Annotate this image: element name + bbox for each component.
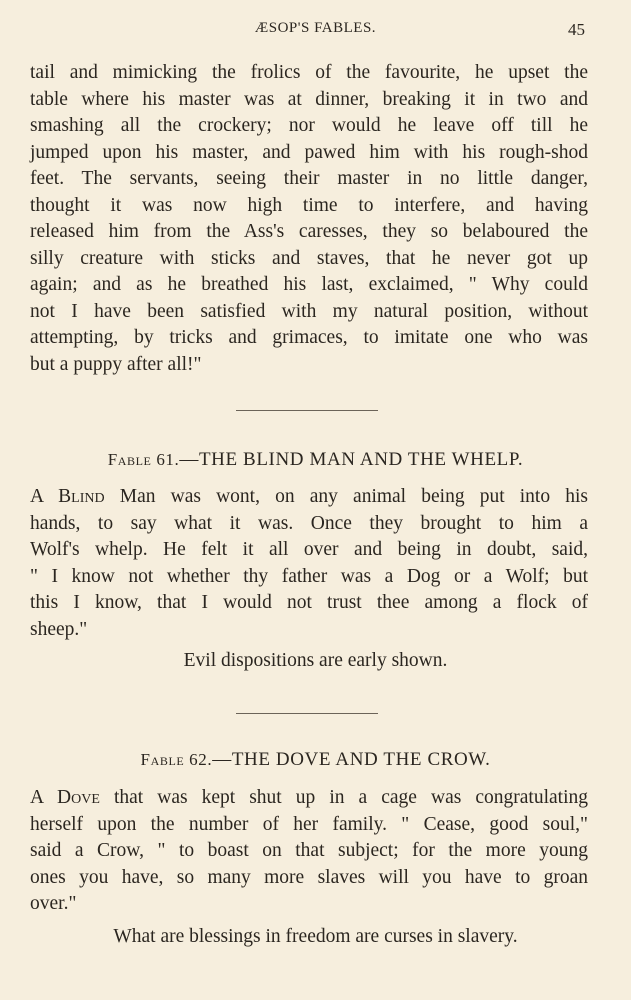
text-line — [30, 484, 588, 511]
text-line: " I know not whether thy father was a Dog or a Wolf; but — [30, 565, 588, 587]
running-head — [0, 20, 631, 44]
fable-62-title: —THE DOVE AND THE CROW. — [212, 749, 491, 770]
continuation-paragraph — [30, 60, 588, 378]
text-line: sheep." — [30, 618, 88, 640]
text-line: over." — [30, 893, 77, 914]
running-title: ÆSOP'S FABLES. — [254, 20, 377, 36]
section-divider — [236, 410, 378, 411]
text-line: released him from the Ass's caresses, they so belaboured the — [30, 221, 588, 242]
fable-61-line-1: Man was wont, on any animal being put into his — [104, 486, 588, 507]
fable-61-moral: Evil dispositions are early shown. — [183, 650, 448, 671]
text-line — [30, 785, 588, 812]
text-line: hands, to say what it was. Once they brought to him a — [30, 512, 588, 534]
text-line: smashing all the crockery; nor would he leave off till he — [30, 115, 588, 136]
text-line: but a puppy after all!" — [30, 353, 202, 375]
text-line: said a Crow, " to boast on that subject; for the more young — [30, 840, 588, 861]
text-line: silly creature with sticks and staves, that he never got up — [30, 247, 588, 269]
fable-62-heading — [0, 749, 631, 771]
text-line: table where his master was at dinner, breaking it in two and — [30, 88, 588, 110]
text-line: this I know, that I would not trust thee among a flock of — [30, 592, 588, 613]
fable-62-first-words: A Dove — [30, 787, 100, 808]
text-line: Wolf's whelp. He felt it all over and being in doubt, said, — [30, 539, 588, 560]
page-number: 45 — [568, 20, 585, 39]
section-divider — [236, 713, 378, 714]
fable-61-label: Fable 61. — [107, 450, 180, 469]
fable-61-paragraph — [30, 484, 588, 643]
text-line: attempting, by tricks and grimaces, to imitate one who was — [30, 327, 588, 348]
fable-61-first-words: A Blind — [30, 486, 105, 507]
text-line: feet. The servants, seeing their master in no little danger, — [30, 168, 588, 189]
fable-62-label: Fable 62. — [140, 750, 213, 769]
text-line: not I have been satisfied with my natural position, without — [30, 300, 588, 322]
text-line: ones you have, so many more slaves will you have to groan — [30, 866, 588, 888]
fable-62-line-1: that was kept shut up in a cage was congratulating — [99, 787, 588, 808]
fable-62-paragraph — [30, 785, 588, 918]
text-line: jumped upon his master, and pawed him with his rough-shod — [30, 141, 588, 163]
fable-62-moral: What are blessings in freedom are curses in slavery. — [113, 926, 518, 947]
text-line: thought it was now high time to interfere, and having — [30, 194, 588, 216]
text-line: herself upon the number of her family. " Cease, good soul," — [30, 813, 588, 835]
fable-61-title: —THE BLIND MAN AND THE WHELP. — [179, 449, 524, 470]
fable-61-heading — [0, 449, 631, 471]
text-line: again; and as he breathed his last, exclaimed, " Why could — [30, 274, 588, 295]
text-line: tail and mimicking the frolics of the favourite, he upset the — [30, 62, 588, 83]
